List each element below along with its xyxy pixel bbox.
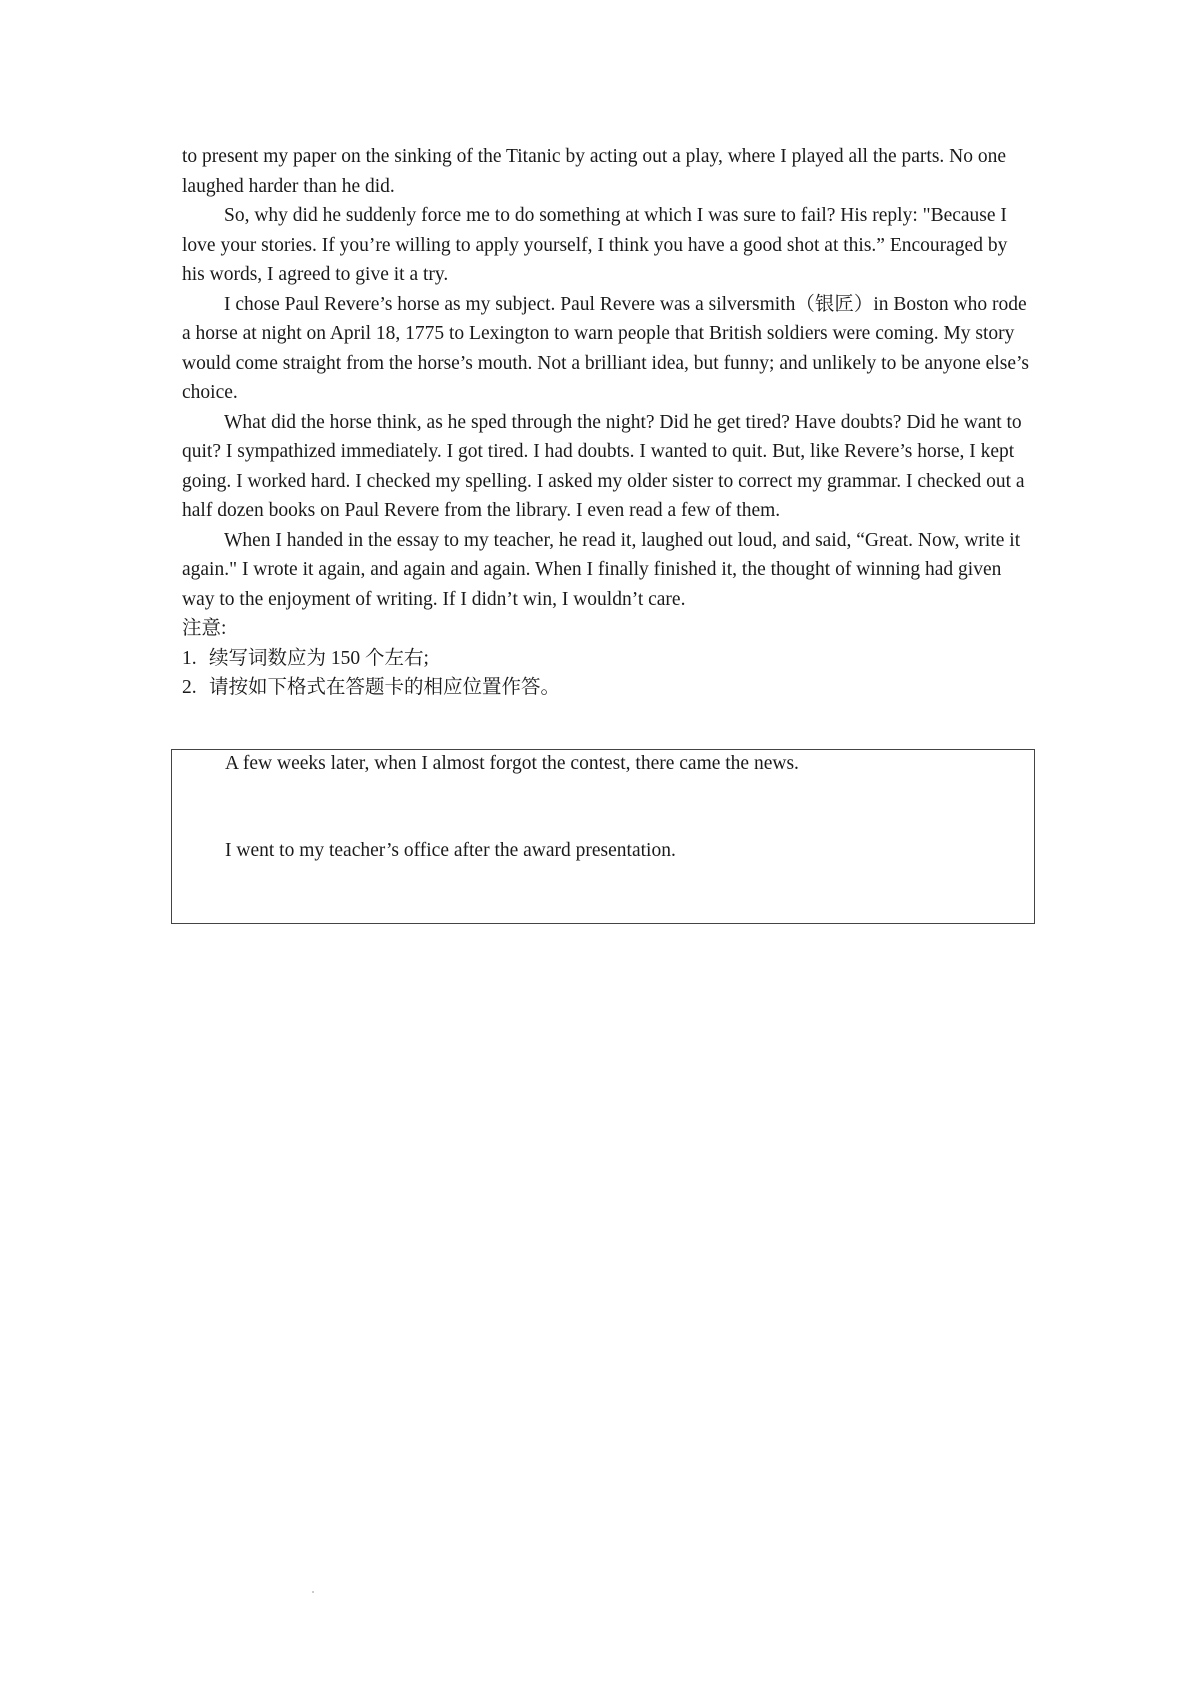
note-item-text: 续写词数应为 150 个左右; xyxy=(209,647,429,669)
notes-heading: 注意: xyxy=(182,618,227,639)
note-item-1 xyxy=(182,644,1032,674)
note-item-number: 2. xyxy=(182,677,197,698)
paragraph-3: I chose Paul Revere’s horse as my subject. Paul Revere was a silversmith（银匠）in Boston who rode a horse at night on April 18, 1775 to Lexington to warn people that British soldiers were coming. My story would come straight from the horse’s mouth. Not a brilliant idea, but funny; and unlikely to be anyone else’s choice. xyxy=(182,293,1029,403)
paragraph-2: So, why did he suddenly force me to do something at which I was sure to fail? His reply: "Because I love your stories. If you’re willing to apply yourself, I think you have a good shot at this.” Encouraged by his words, I agreed to give it a try. xyxy=(182,205,1008,285)
paragraph-4: What did the horse think, as he sped through the night? Did he get tired? Have doubts? Did he want to quit? I sympathized immediately. I got tired. I had doubts. I wanted to quit. But, like Revere’s horse, I kept going. I worked hard. I checked my spelling. I asked my older sister to correct my grammar. I checked out a half dozen books on Paul Revere from the library. I even read a few of them. xyxy=(182,411,1025,521)
note-item-text: 请按如下格式在答题卡的相应位置作答。 xyxy=(209,677,561,698)
note-item-2 xyxy=(182,673,1032,703)
answer-format-box xyxy=(171,749,1035,924)
continuation-first-line: A few weeks later, when I almost forgot the contest, there came the news. xyxy=(225,753,799,774)
continuation-second-line: I went to my teacher’s office after the award presentation. xyxy=(225,840,676,861)
paragraph-5: When I handed in the essay to my teacher, he read it, laughed out loud, and said, “Great. Now, write it again." I wrote it again, and again and again. When I finally finished it, the thought of winning had given way to the enjoyment of writing. If I didn’t win, I wouldn’t care. xyxy=(182,529,1021,610)
passage-body xyxy=(182,142,1032,703)
paragraph-1: to present my paper on the sinking of the Titanic by acting out a play, where I played all the parts. No one laughed harder than he did. xyxy=(182,146,1007,197)
scan-speck xyxy=(312,1591,314,1593)
note-item-number: 1. xyxy=(182,647,197,669)
